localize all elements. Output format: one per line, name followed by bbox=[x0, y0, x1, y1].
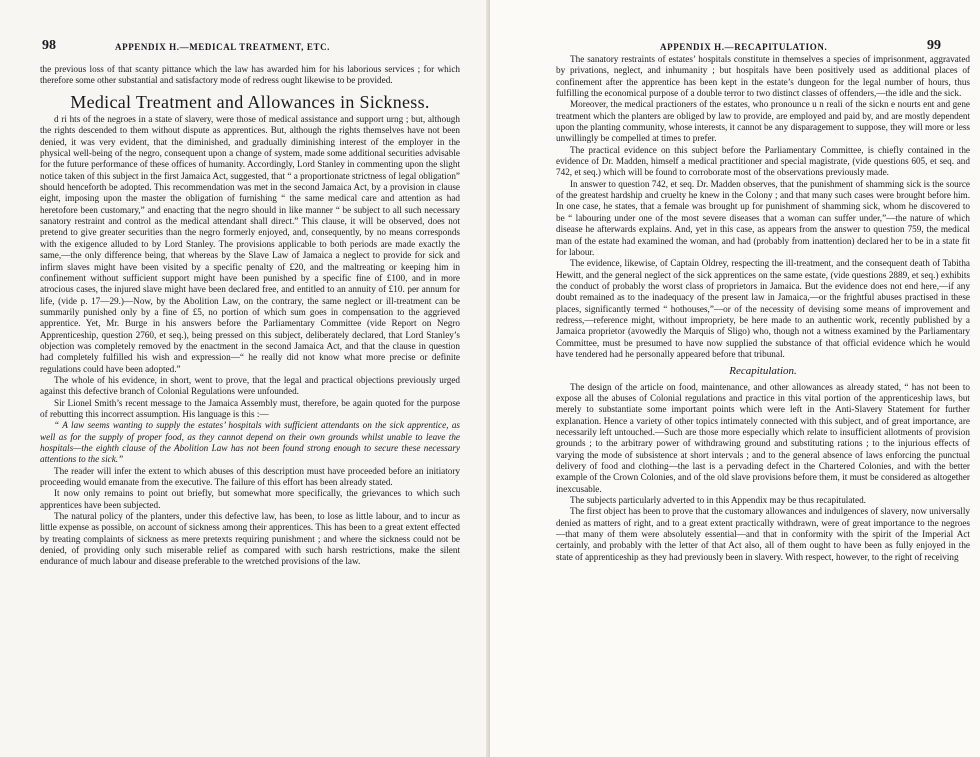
recap-paragraph: The design of the article on food, maintenance, and other allowances as already stated, “ has not been to expose all the abuses of Colonial regulations and practice in this vital portion of the apprenticeship laws, but merely to substantiate some important points which were left in the Anti-Slavery Statement for further explanation. Hence a variety of other topics intimately connected with this subject, and of great importance, are necessarily left untouched.—Such are those more especially which relate to insufficient allotments of provision grounds ; to the arbitrary power of withdrawing ground and substituting rations ; to the injurious effects of varying the mode of subsistence at short intervals ; and to the general absence of laws enforcing the punctual delivery of food and clothing—the last is a pervading defect in the Chartered Colonies, and with the better example of the Crown Colonies, and of the old slave provisions before them, it must be considered as altogether inexcusable. bbox=[556, 381, 970, 494]
quoted-paragraph: “ A law seems wanting to supply the estates’ hospitals with sufficient attendants on the sick apprentice, as well as for the supply of proper food, as they cannot depend on their own grounds whilst unable to leave the hospitals—the eighth clause of the Abolition Law has not been found strong enough to secure these necessary attentions to the sick.” bbox=[40, 420, 460, 465]
body-paragraph: Moreover, the medical practioners of the estates, who pronounce u n reali of the sickn e nourts ent and gene treatment which the planters are obliged by law to provide, are employed and paid by, and are mostly dependent upon the planting community, whose interests, it cannot be any disparagement to suppose, they will more or less unwillingly be compelled at times to prefer. bbox=[556, 99, 970, 144]
section-heading: Medical Treatment and Allowances in Sickness. bbox=[70, 91, 430, 112]
body-paragraph: The practical evidence on this subject before the Parliamentary Committee, is chiefly contained in the evidence of Dr. Madden, himself a medical practitioner and special magistrate, (vide questions 605, et seq. and 742, et seq.) which will be found to corroborate most of the observations previously made. bbox=[556, 144, 970, 178]
intro-paragraph: the previous loss of that scanty pittance which the law has awarded him for his laborious services ; for which therefore some other substantial and satisfactory mode of redress ought likewise to be provided. bbox=[40, 64, 460, 86]
body-paragraph: The whole of his evidence, in short, went to prove, that the legal and practical objections previously urged against this defective branch of Colonial Regulations were unfounded. bbox=[40, 374, 460, 397]
recapitulation-heading: Recapitulation. bbox=[729, 365, 797, 378]
body-paragraph: In answer to question 742, et seq. Dr. Madden observes, that the punishment of shamming sick is the source of the greatest hardship and cruelty he knew in the Colony ; and that many such cases were brought before him. In one case, he states, that a female was brought up for punishment of shamming sick, whom he discovered to be “ labouring under one of the most severe diseases that a woman can suffer under,”—the nature of which disease he afterwards explains. And, yet in this case, as appears from the answer to question 759, the medical man of the estate had examined the woman, and had (probably from inattention) declared her to be in a state fit for labour. bbox=[556, 178, 970, 257]
body-paragraph: The reader will infer the extent to which abuses of this description must have proceeded before an initiatory proceeding would emanate from the executive. The failure of this effort has been already stated. bbox=[40, 465, 460, 488]
right-page bbox=[490, 0, 980, 757]
body-paragraph: d ri hts of the negroes in a state of slavery, were those of medical assistance and support urng ; but, although the rights descended to them without dispute as apprentices. But, although the rights themselves have not been denied, it was very evident, that the diminished, and gradually diminishing interest of the employer in the physical well-being of the negro, consequent upon a change of system, made some additional securities advisable for the future performance of these offices of humanity. Accordingly, Lord Stanley in commenting upon the slight notice taken of this subject in the first Jamaica Act, suggested, that “ a proportionate strictness of legal obligation” should henceforth be adopted. This recommendation was met in the second Jamaica Act, by a provision in clause eight, imposing upon the master the obligation of furnishing “ the same medical care and attention as had heretofore been customary,” and enacting that the negro should in like manner “ be subject to all such necessary sanatory restraint and control as the medical attendant shall direct.” This clause, it will be observed, does not pretend to give greater securities than the negro formerly enjoyed, and, consequently, by no means corresponds with the exigence alluded to by Lord Stanley. The provisions applicable to both periods are made exactly the same,—the only difference being, that whereas by the Slave Law of Jamaica a neglect to provide for sick and infirm slaves might have been visited by a specific penalty of £20, and the maltreating or keeping him in confinement without sufficient support might have been punished by a specific fine of £100, and in more atrocious cases, the injured slave might have been declared free, and entitled to an annuity of £10. per annum for life, (vide p. 17—29.)—Now, by the Abolition Law, on the contrary, the same neglect or ill-treatment can be summarily punished only by a fine of £5, no portion of which sum goes in compensation to the aggrieved apprentice. Yet, Mr. Burge in his answers before the Parliamentary Committee (vide Report on Negro Apprenticeship, question 2760, et seq.), being pressed on this subject, deliberately declared, that Lord Stanley’s objection was completely removed by the enactment in the second Jamaica Act, and that the clause in question had completely fulfilled his wish and expression—“ he really did not know what more precise or definite regulations could have been adopted.” bbox=[40, 114, 460, 374]
body-paragraph: The sanatory restraints of estates’ hospitals constitute in themselves a species of imprisonment, aggravated by privations, neglect, and inhumanity ; but hospitals have been positively used as additional places of confinement after the apprentice has been kept in the estate’s dungeon for the legal number of hours, thus fulfilling the economical purpose of a double terror to two distinct classes of offenders,—the idle and the sick. bbox=[556, 54, 970, 99]
running-head: APPENDIX H.—RECAPITULATION. bbox=[660, 42, 828, 52]
recap-paragraph: The subjects particularly adverted to in this Appendix may be thus recapitulated. bbox=[570, 495, 866, 506]
page-number: 98 bbox=[42, 38, 56, 53]
recap-paragraph: The first object has been to prove that the customary allowances and indulgences of slavery, now universally denied as matters of right, and to a great extent practically withdrawn, were of great importance to the negroes—that many of them were absolutely essential—and that in conformity with the spirit of the Imperial Act certainly, and probably with the letter of that Act also, all of them ought to have been as fully enjoyed in the state of apprenticeship as they had previously been in slavery. With respect, however, to the right of receiving bbox=[556, 506, 970, 562]
body-paragraph: The natural policy of the planters, under this defective law, has been, to lose as little labour, and to incur as little expense as possible, on account of sickness among their apprentices. This has been to a great extent effected by treating complaints of sickness as mere pretexts requiring punishment ; and where the sickness could not be denied, of providing only such miserable relief as compared with such harsh restrictions, make the silent endurance of much labour and disease preferable to the wretched provisions of the law. bbox=[40, 511, 460, 567]
left-text-column bbox=[40, 64, 460, 568]
page-number: 99 bbox=[927, 38, 941, 53]
running-head: APPENDIX H.—MEDICAL TREATMENT, ETC. bbox=[115, 42, 331, 52]
body-paragraph: The evidence, likewise, of Captain Oldrey, respecting the ill-treatment, and the consequent death of Tabitha Hewitt, and the general neglect of the sick apprentices on the same estate, (vide questions 2889, et seq.) exhibits the conduct of probably the worst class of proprietors in Jamaica. But the evidence does not end here,—if any doubt remained as to the inadequacy of the present law in Jamaica,—or the frightful abuses practised in these places, significantly termed “ hothouses,”—or of the necessity of devising some means of improvement and redress,—reference might, without impropriety, be here made to an authentic work, recently published by a Jamaica proprietor (avowedly the Marquis of Sligo) who, though not a witness examined by the Parliamentary Committee, must be presumed to have now supplied the substance of that official evidence which he would have tendered had he personally appeared before that tribunal. bbox=[556, 258, 970, 359]
body-paragraph: It now only remains to point out briefly, but somewhat more specifically, the grievances to which such apprentices have been subjected. bbox=[40, 488, 460, 510]
right-text-column bbox=[556, 54, 970, 563]
body-paragraph: Sir Lionel Smith’s recent message to the Jamaica Assembly must, therefore, be again quoted for the purpose of rebutting this incorrect assumption. His language is this :— bbox=[40, 397, 460, 419]
